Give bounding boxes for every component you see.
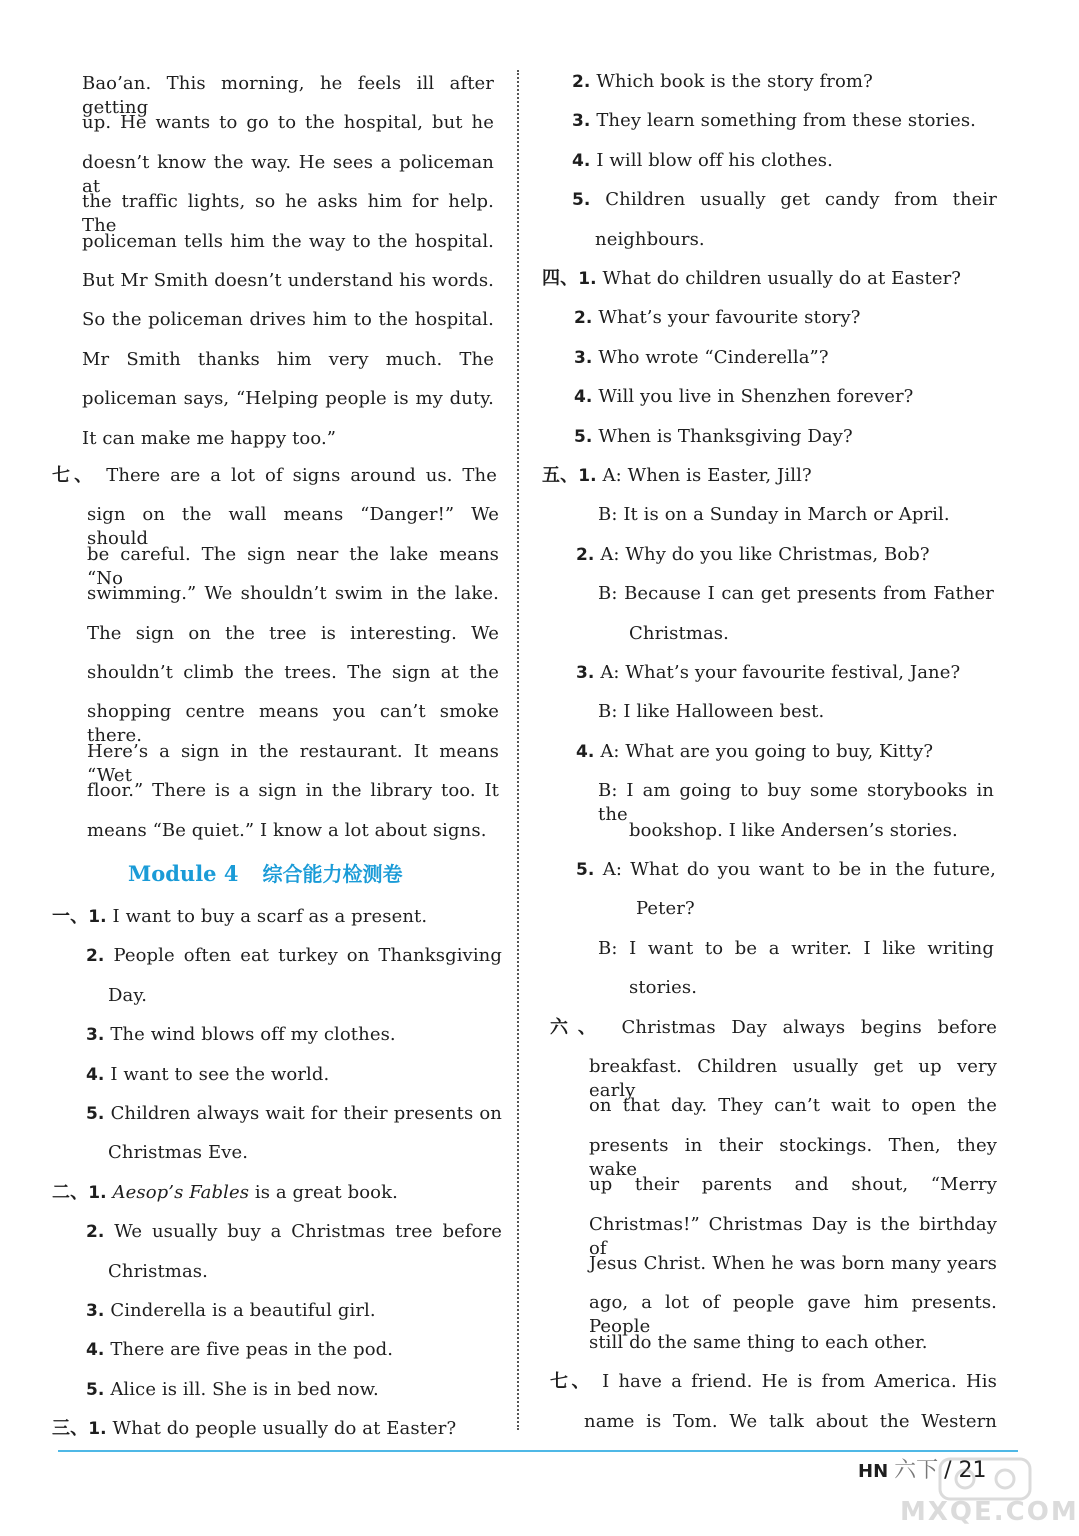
answer-item xyxy=(572,149,997,173)
answer-item xyxy=(572,109,997,133)
answer-item xyxy=(574,425,1004,449)
item-text: Children usually get candy from their xyxy=(605,189,997,211)
passage-line: policeman says, “Helping people is my duty. xyxy=(82,388,494,410)
watermark-text: MXQE.COM xyxy=(900,1497,1079,1527)
item-text: When is Thanksgiving Day? xyxy=(598,425,853,447)
passage-line: means “Be quiet.” I know a lot about signs. xyxy=(87,819,487,841)
passage-text: There are a lot of signs around us. The xyxy=(106,465,497,486)
item-text: is a great book. xyxy=(249,1181,398,1203)
passage-line: up their parents and shout, “Merry xyxy=(589,1174,997,1196)
answer-item xyxy=(52,1181,502,1205)
answer-item xyxy=(86,1063,502,1087)
passage-line: Jesus Christ. When he was born many years xyxy=(589,1253,997,1274)
passage-text: Christmas Day always begins before xyxy=(621,1016,997,1038)
section-label: 六、 xyxy=(550,1016,606,1038)
answer-item xyxy=(86,944,502,968)
item-number: 4. xyxy=(572,150,591,171)
dialogue-b-continuation: stories. xyxy=(629,977,698,999)
book-title: Aesop’s Fables xyxy=(112,1181,250,1203)
passage-line: ago, a lot of people gave him presents. People xyxy=(589,1292,997,1338)
dialogue-line-b: B: I am going to buy some storybooks in the xyxy=(598,780,994,826)
item-text: We usually buy a Christmas tree before xyxy=(114,1221,502,1243)
answer-item xyxy=(542,267,972,291)
passage-line: breakfast. Children usually get up very early xyxy=(589,1056,997,1101)
dialogue-line-a xyxy=(576,858,996,882)
passage-line: sign on the wall means “Danger!” We should xyxy=(87,504,499,550)
item-number: 3. xyxy=(574,347,593,368)
item-number: 5. xyxy=(576,860,595,880)
passage-line: the traffic lights, so he asks him for help. The xyxy=(82,191,494,237)
dialogue-line-a xyxy=(542,464,997,488)
answer-item xyxy=(572,188,997,212)
dialogue-a: A: When is Easter, Jill? xyxy=(602,465,812,486)
passage-line: swimming.” We shouldn’t swim in the lake. xyxy=(87,583,499,605)
passage-text: I have a friend. He is from America. His xyxy=(602,1371,997,1393)
item-continuation: Christmas Eve. xyxy=(108,1142,249,1164)
item-number: 1. xyxy=(88,1182,107,1203)
module-heading xyxy=(128,860,402,888)
edition-code: HN xyxy=(858,1461,889,1482)
dialogue-line-a xyxy=(576,543,996,567)
item-number: 5. xyxy=(86,1104,105,1124)
item-number: 4. xyxy=(86,1064,105,1085)
passage-line: Bao’an. This morning, he feels ill after getting xyxy=(82,73,494,118)
dialogue-line-b: B: I like Halloween best. xyxy=(598,701,825,723)
passage-line: be careful. The sign near the lake means “No xyxy=(87,543,499,589)
answer-item xyxy=(572,70,997,94)
answer-item xyxy=(86,1102,502,1126)
dialogue-a: A: What’s your favourite festival, Jane? xyxy=(600,662,961,683)
footer-rule xyxy=(58,1450,1018,1452)
section-label: 二、 xyxy=(52,1181,89,1203)
section-label: 一、 xyxy=(52,906,89,927)
item-continuation: Day. xyxy=(108,984,148,1006)
passage-line: on that day. They can’t wait to open the xyxy=(589,1095,997,1117)
dialogue-line-b: B: Because I can get presents from Father xyxy=(598,583,994,605)
item-number: 4. xyxy=(576,741,595,762)
answer-item xyxy=(86,1338,502,1362)
page-number: / 21 xyxy=(944,1458,987,1483)
item-text: Who wrote “Cinderella”? xyxy=(598,346,829,368)
item-number: 3. xyxy=(576,663,595,683)
item-continuation: neighbours. xyxy=(595,228,705,250)
item-text: Alice is ill. She is in bed now. xyxy=(110,1378,379,1400)
dialogue-line-a xyxy=(576,661,996,685)
item-number: 4. xyxy=(86,1340,105,1361)
passage-line: It can make me happy too.” xyxy=(82,427,337,449)
passage-line: Mr Smith thanks him very much. The xyxy=(82,348,494,370)
passage-line: doesn’t know the way. He sees a policeman at xyxy=(82,151,494,197)
item-number: 5. xyxy=(86,1379,105,1400)
dialogue-a: A: What are you going to buy, Kitty? xyxy=(600,740,934,762)
answer-item xyxy=(86,1220,502,1244)
passage-line: still do the same thing to each other. xyxy=(589,1331,928,1353)
module-title: Module 4 xyxy=(128,861,239,886)
item-number: 2. xyxy=(574,308,593,329)
dialogue-a-continuation: Peter? xyxy=(636,898,695,920)
item-number: 3. xyxy=(86,1025,105,1046)
passage-line: So the policeman drives him to the hospital. xyxy=(82,309,494,331)
dialogue-a: A: What do you want to be in the future, xyxy=(602,859,996,880)
section-label: 五、 xyxy=(542,465,579,486)
passage-line: shopping centre means you can’t smoke there. xyxy=(87,701,499,747)
item-text: What do children usually do at Easter? xyxy=(602,268,962,289)
item-text: They learn something from these stories. xyxy=(596,110,977,132)
dialogue-b-continuation: bookshop. I like Andersen’s stories. xyxy=(629,819,958,841)
section-label: 七、 xyxy=(550,1371,593,1393)
item-number: 2. xyxy=(572,72,591,92)
item-number: 5. xyxy=(572,190,591,211)
answer-item xyxy=(86,1378,502,1402)
item-number: 5. xyxy=(574,426,593,447)
grade-label: 六下 xyxy=(894,1458,939,1483)
item-number: 4. xyxy=(574,387,593,408)
passage-line: Christmas!” Christmas Day is the birthday of xyxy=(589,1213,997,1259)
item-number: 2. xyxy=(86,946,105,967)
answer-item xyxy=(52,1417,502,1441)
dialogue-line-a xyxy=(576,740,996,764)
item-text: I want to buy a scarf as a present. xyxy=(112,906,428,927)
section-label: 七、 xyxy=(52,465,97,486)
item-text: What do people usually do at Easter? xyxy=(112,1418,457,1440)
item-number: 1. xyxy=(88,907,107,927)
dialogue-line-b: B: I want to be a writer. I like writing xyxy=(598,937,994,959)
passage-line: up. He wants to go to the hospital, but he xyxy=(82,112,494,134)
item-number: 1. xyxy=(578,466,597,486)
item-continuation: Christmas. xyxy=(108,1260,208,1282)
answer-item xyxy=(574,306,1004,330)
dialogue-b-continuation: Christmas. xyxy=(629,622,729,644)
item-text: The wind blows off my clothes. xyxy=(110,1024,396,1046)
section-label: 三、 xyxy=(52,1418,89,1440)
item-number: 3. xyxy=(572,111,591,132)
item-text: Which book is the story from? xyxy=(596,71,873,92)
item-text: People often eat turkey on Thanksgiving xyxy=(113,945,502,967)
item-text: Cinderella is a beautiful girl. xyxy=(110,1300,376,1321)
passage-line: shouldn’t climb the trees. The sign at the xyxy=(87,662,499,683)
passage-line: Here’s a sign in the restaurant. It means “Wet xyxy=(87,740,499,786)
module-subtitle: 综合能力检测卷 xyxy=(262,862,403,886)
answer-item xyxy=(86,1299,502,1323)
item-number: 1. xyxy=(88,1419,107,1440)
column-divider xyxy=(517,70,519,1430)
section-six-first xyxy=(550,1016,997,1040)
item-text: I will blow off his clothes. xyxy=(596,149,833,171)
section-seven-first xyxy=(52,464,497,488)
item-text: Will you live in Shenzhen forever? xyxy=(598,386,914,408)
passage-line: name is Tom. We talk about the Western xyxy=(584,1410,997,1432)
item-number: 1. xyxy=(578,269,597,289)
passage-line: The sign on the tree is interesting. We xyxy=(87,622,499,644)
answer-item xyxy=(574,346,1004,370)
item-text: There are five peas in the pod. xyxy=(110,1339,394,1361)
answer-item xyxy=(574,385,1004,409)
item-text: Children always wait for their presents on xyxy=(110,1103,502,1124)
passage-line: floor.” There is a sign in the library too. It xyxy=(87,780,499,802)
passage-line: policeman tells him the way to the hospital. xyxy=(82,230,494,252)
item-number: 2. xyxy=(86,1222,105,1243)
answer-item xyxy=(52,905,502,929)
answer-item xyxy=(86,1023,502,1047)
item-text: I want to see the world. xyxy=(110,1063,330,1085)
section-label: 四、 xyxy=(542,268,579,289)
section-seven-first xyxy=(550,1370,997,1394)
item-text: What’s your favourite story? xyxy=(598,307,861,329)
item-number: 3. xyxy=(86,1301,105,1321)
passage-line: But Mr Smith doesn’t understand his words. xyxy=(82,270,494,291)
item-number: 2. xyxy=(576,544,595,565)
dialogue-line-b: B: It is on a Sunday in March or April. xyxy=(598,504,950,526)
passage-line: presents in their stockings. Then, they wake xyxy=(589,1134,997,1180)
dialogue-a: A: Why do you like Christmas, Bob? xyxy=(600,543,930,565)
watermark-logo xyxy=(900,1455,1079,1535)
